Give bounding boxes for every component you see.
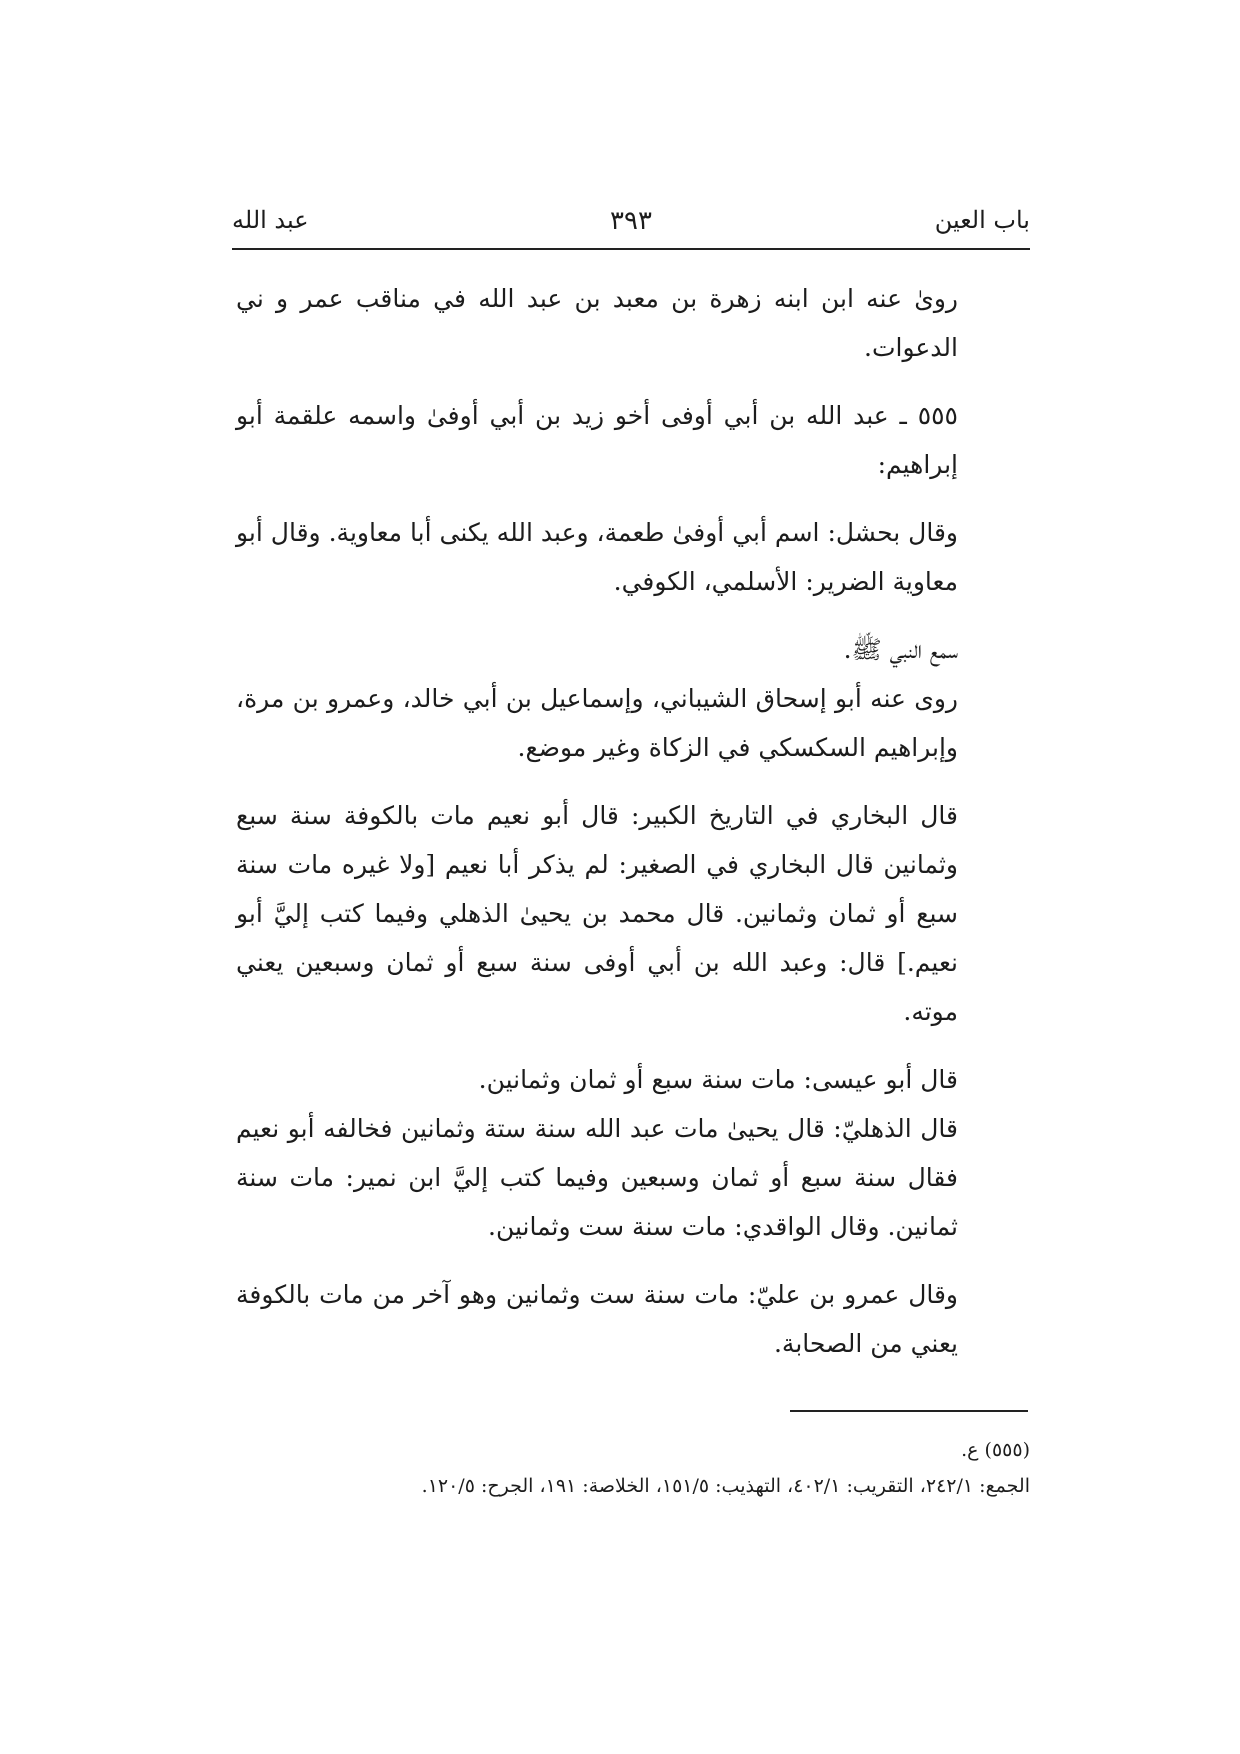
paragraph: وقال عمرو بن عليّ: مات سنة ست وثمانين وهو آخر من مات بالكوفة يعني من الصحابة. [236,1280,958,1358]
footnote-marker: (٥٥٥) ع. [961,1439,1030,1461]
main-text [236,274,1030,1387]
footnote-references: الجمع: ٢٤٢/١، التقريب: ٤٠٢/١، التهذيب: ١٥١/٥، الخلاصة: ١٩١، الجرح: ١٢٠/٥. [421,1475,1030,1497]
paragraph: روى عنه أبو إسحاق الشيباني، وإسماعيل بن أبي خالد، وعمرو بن مرة، وإبراهيم السكسكي في الزكاة وغير موضع. [236,684,958,762]
paragraph: روىٰ عنه ابن ابنه زهرة بن معبد بن عبد الله في مناقب عمر و ني الدعوات. [236,284,958,362]
paragraph: سمع النبي ﷺ. [843,635,958,664]
paragraph: وقال بحشل: اسم أبي أوفىٰ طعمة، وعبد الله يكنى أبا معاوية. وقال أبو معاوية الضرير: الأسلمي، الكوفي. [236,518,958,596]
chapter-title: باب العين [934,206,1030,234]
header-rule [232,248,1030,250]
page-number: ٣٩٣ [610,206,652,236]
paragraph: قال الذهليّ: قال يحيىٰ مات عبد الله سنة ستة وثمانين فخالفه أبو نعيم فقال سنة سبع أو ثمان وسبعين وفيما كتب إليَّ ابن نمير: مات سنة ثمانين. وقال الواقدي: مات سنة ست وثمانين. [236,1114,958,1241]
running-title: عبد الله [232,206,309,234]
entry-heading: ٥٥٥ ـ عبد الله بن أبي أوفى أخو زيد بن أبي أوفىٰ واسمه علقمة أبو إبراهيم: [236,401,958,479]
page-header [232,200,1030,250]
footnote-rule [790,1410,1028,1412]
paragraph: قال البخاري في التاريخ الكبير: قال أبو نعيم مات بالكوفة سنة سبع وثمانين قال البخاري في الصغير: لم يذكر أبا نعيم [ولا غيره مات سنة سبع أو ثمان وثمانين. قال محمد بن يحيىٰ الذهلي وفيما كتب إليَّ أبو نعيم.] قال: وعبد الله بن أبي أوفى سنة سبع أو ثمان وسبعين يعني موته. [236,801,958,1026]
paragraph: قال أبو عيسى: مات سنة سبع أو ثمان وثمانين. [478,1065,958,1094]
footnotes [232,1432,1030,1504]
